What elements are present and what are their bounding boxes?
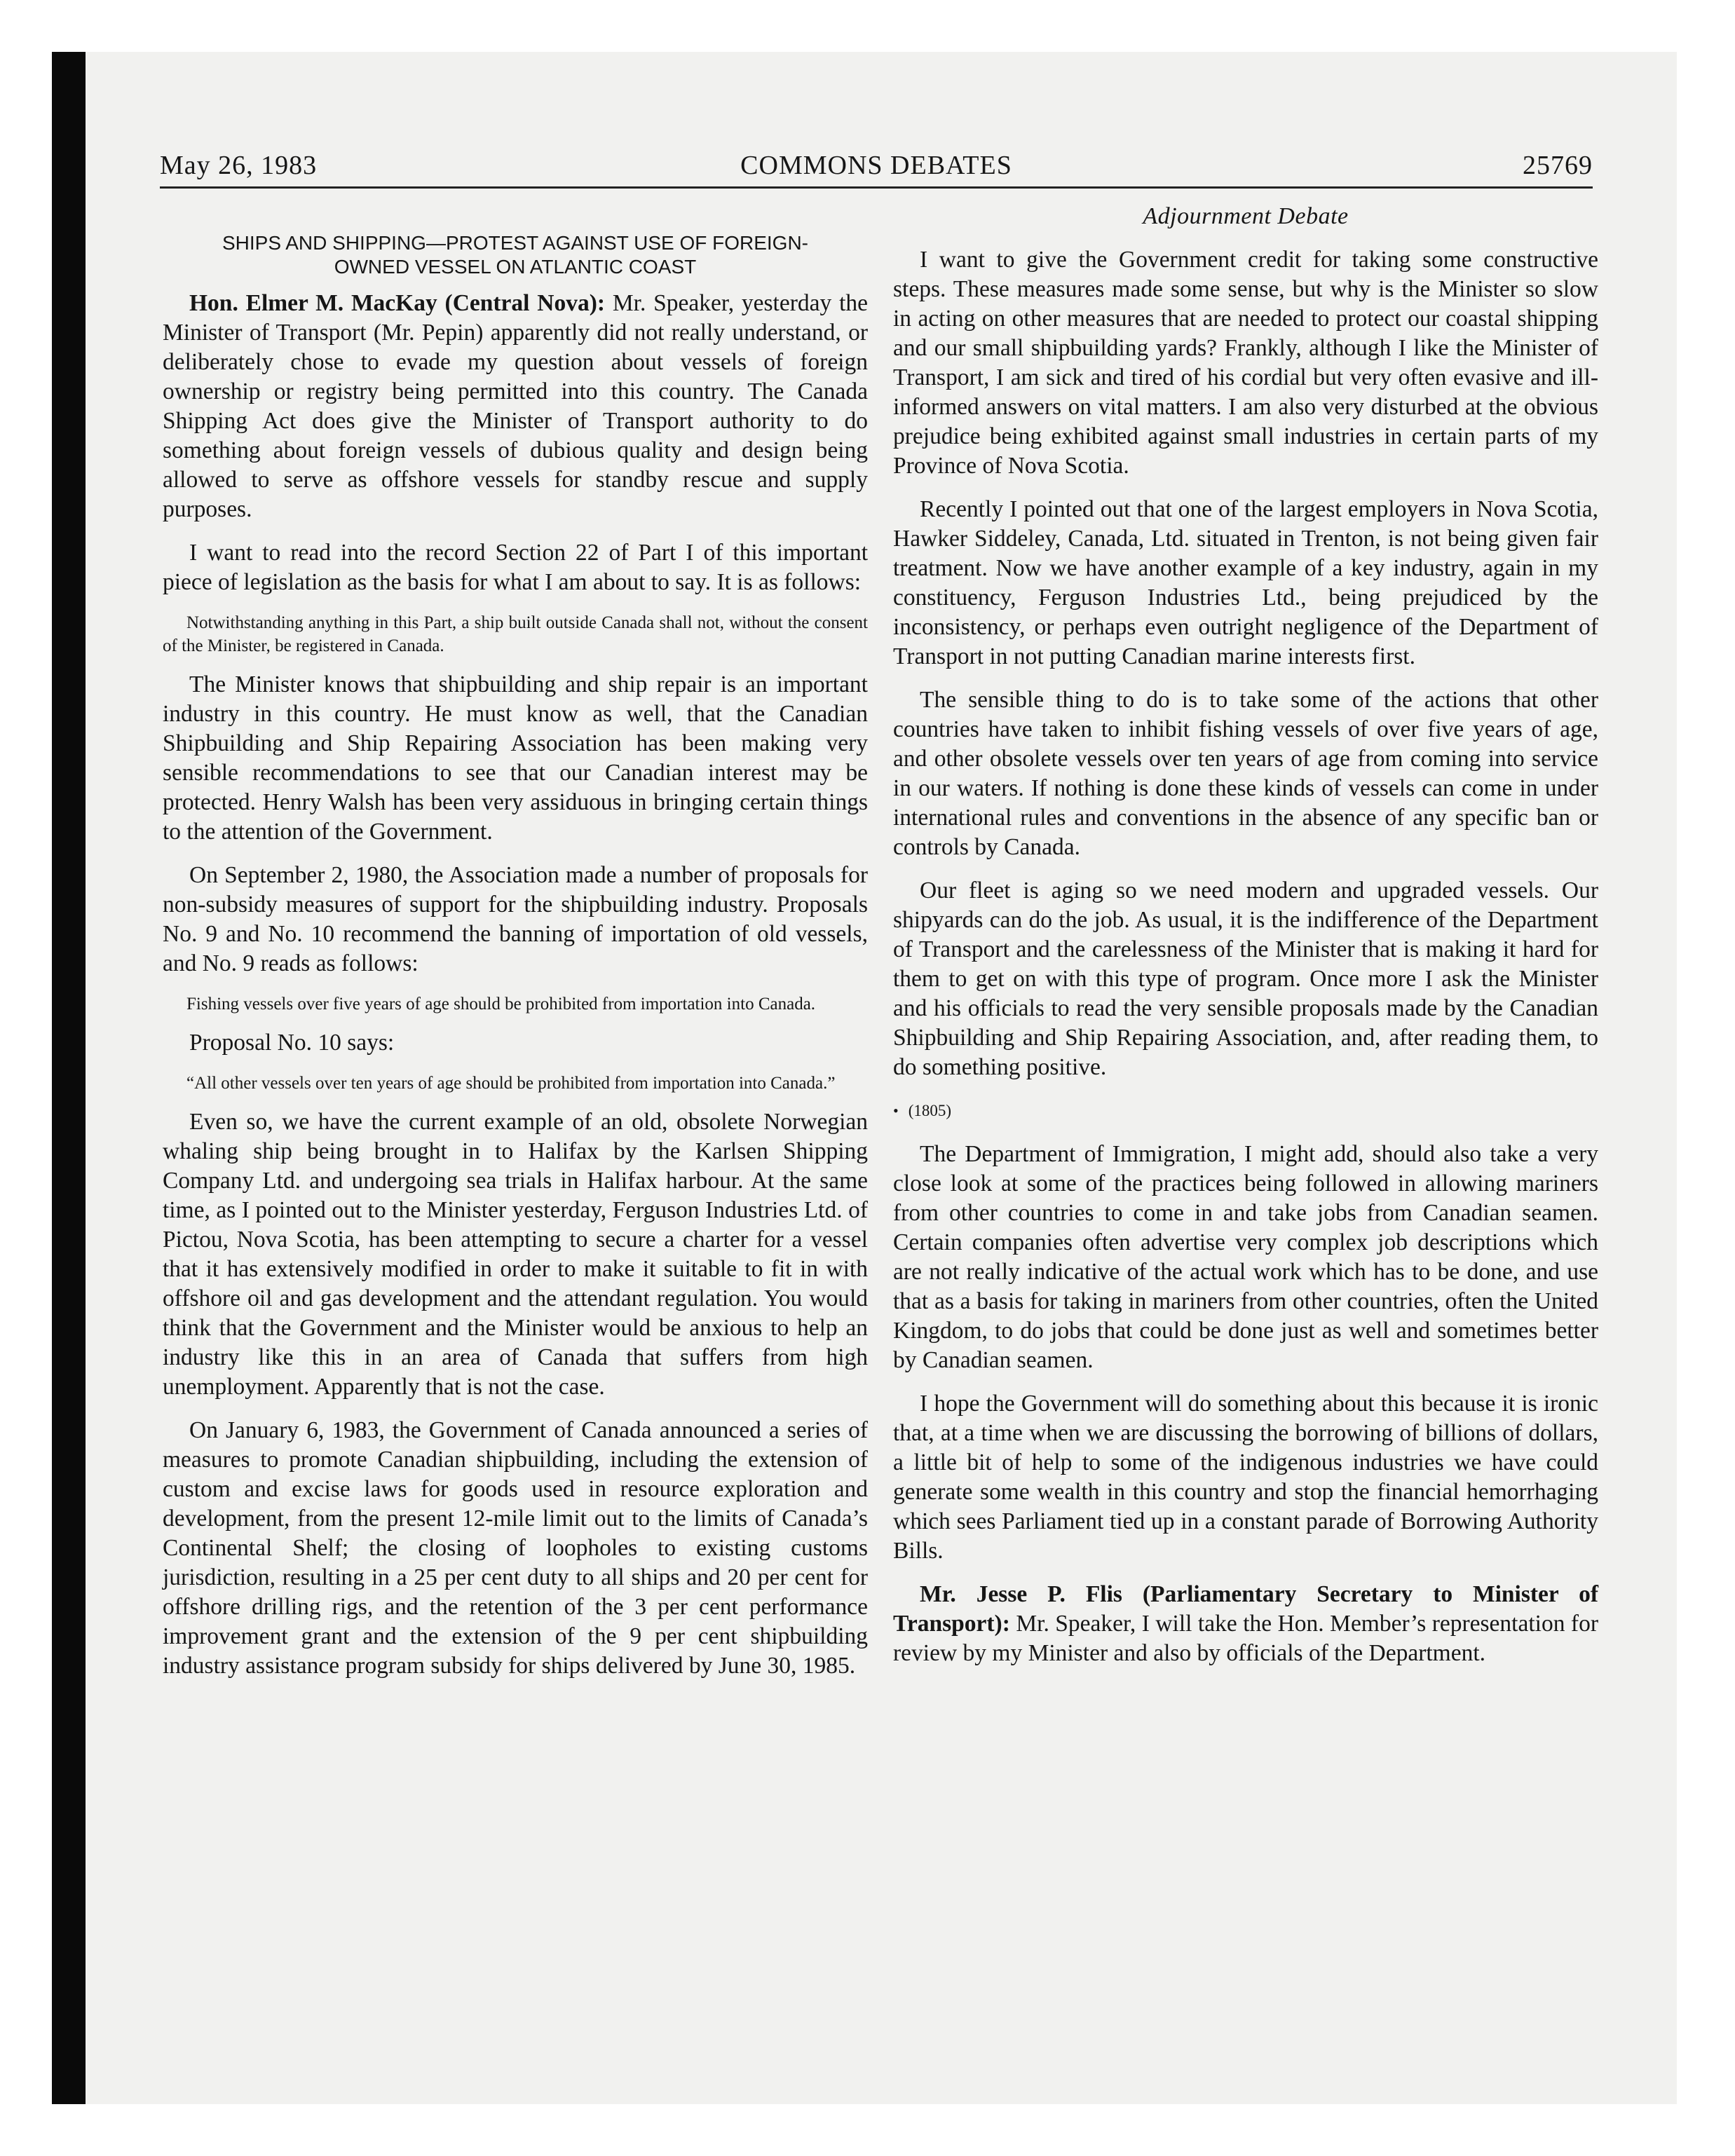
quotation: Fishing vessels over five years of age should be prohibited from importation into Canada.: [186, 995, 816, 1014]
timestamp: [893, 1096, 1598, 1126]
quotation: Notwithstanding anything in this Part, a ship built outside Canada shall not, without the consent of the Minister, be registered in Canada.: [163, 613, 868, 655]
quotation: “All other vessels over ten years of age should be prohibited from importation into Canada.”: [186, 1074, 836, 1093]
paragraph: Recently I pointed out that one of the largest employers in Nova Scotia, Hawker Siddeley, Canada, Ltd. situated in Trenton, is not being given fair treatment. Now we have another example of a key industry, again in my constituency, Ferguson Industries Ltd., being prejudiced by the inconsistency, or perhaps even outright negligence of the Department of Transport in not putting Canadian marine interests first.: [893, 496, 1598, 669]
page-header: [160, 150, 1593, 189]
paragraph: Even so, we have the current example of an old, obsolete Norwegian whaling ship being brought in to Halifax by the Karlsen Shipping Company Ltd. and undergoing sea trials in Halifax harbour. At the same time, as I pointed out to the Minister yesterday, Ferguson Industries Ltd. of Pictou, Nova Scotia, has been attempting to secure a charter for a vessel that it has extensively modified in order to make it suitable to fit in with offshore oil and gas development and the attendant regulation. You would think that the Government and the Minister would be anxious to help an industry like this in an area of Canada that suffers from high unemployment. Apparently that is not the case.: [163, 1109, 868, 1400]
section-heading: SHIPS AND SHIPPING—PROTEST AGAINST USE OF FOREIGN-OWNED VESSEL ON ATLANTIC COAST: [222, 232, 808, 278]
header-title: COMMONS DEBATES: [740, 151, 1012, 180]
header-page-number: 25769: [1523, 151, 1593, 180]
paragraph: Our fleet is aging so we need modern and upgraded vessels. Our shipyards can do the job. As usual, it is the indifference of the Department of Transport and the carelessness of the Minister that is making it hard for them to get on with this type of program. Once more I ask the Minister and his officials to read the very sensible proposals made by the Canadian Shipbuilding and Ship Repairing Association, and, after reading them, to do something positive.: [893, 878, 1598, 1080]
paragraph: [163, 289, 868, 524]
header-rule: [160, 186, 1593, 189]
running-header: Adjournment Debate: [1143, 203, 1349, 229]
paragraph: [893, 1580, 1598, 1668]
speaker-name: Mr. Jesse P. Flis (Parliamentary Secretary to Minister of Transport):: [893, 1581, 1598, 1637]
speaker-name: Hon. Elmer M. MacKay (Central Nova):: [189, 290, 606, 316]
paragraph: The Department of Immigration, I might add, should also take a very close look at some of the practices being followed in allowing mariners from other countries to come in and take jobs from Canadian seamen. Certain companies often advertise very complex job descriptions which are not really indicative of the actual work which has to be done, and use that as a basis for taking in mariners from other countries, often the United Kingdom, to do jobs that could be done just as well and sometimes better by Canadian seamen.: [893, 1141, 1598, 1373]
paragraph: On January 6, 1983, the Government of Canada announced a series of measures to promote Canadian shipbuilding, including the extension of custom and excise laws for goods used in resource exploration and development, from the present 12-mile limit out to the limits of Canada’s Continental Shelf; the closing of loopholes to existing customs jurisdiction, resulting in a 25 per cent duty to all ships and 20 per cent for offshore drilling rigs, and the retention of the 3 per cent performance improvement grant and the extension of the 9 per cent shipbuilding industry assistance program subsidy for ships delivered by June 30, 1985.: [163, 1417, 868, 1679]
paragraph: The sensible thing to do is to take some of the actions that other countries have taken to inhibit fishing vessels of over five years of age, and other obsolete vessels over ten years of age from coming into service in our waters. If nothing is done these kinds of vessels can come in under international rules and conventions in the absence of any specific ban or controls by Canada.: [893, 687, 1598, 860]
paragraph: On September 2, 1980, the Association made a number of proposals for non-subsidy measures of support for the shipbuilding industry. Proposals No. 9 and No. 10 recommend the banning of importation of old vessels, and No. 9 reads as follows:: [163, 862, 868, 976]
paragraph: Proposal No. 10 says:: [189, 1030, 395, 1056]
paragraph: I hope the Government will do something about this because it is ironic that, at a time when we are discussing the borrowing of billions of dollars, a little bit of help to some of the indigenous industries we have could generate some wealth in this country and stop the financial hemorrhaging which sees Parliament tied up in a constant parade of Borrowing Authority Bills.: [893, 1391, 1598, 1564]
left-column: [163, 231, 868, 1695]
binding-edge: [52, 52, 86, 2104]
paragraph: I want to read into the record Section 22 of Part I of this important piece of legislation as the basis for what I am about to say. It is as follows:: [163, 540, 868, 595]
paragraph: I want to give the Government credit for taking some constructive steps. These measures made some sense, but why is the Minister so slow in acting on other measures that are needed to protect our coastal shipping and our small shipbuilding yards? Frankly, although I like the Minister of Transport, I am sick and tired of his cordial but very often evasive and ill-informed answers on vital matters. I am also very disturbed at the obvious prejudice being exhibited against small industries in certain parts of my Province of Nova Scotia.: [893, 247, 1598, 479]
right-column: [893, 202, 1598, 1682]
header-date: May 26, 1983: [160, 151, 318, 180]
paragraph: The Minister knows that shipbuilding and ship repair is an important industry in this country. He must know as well, that the Canadian Shipbuilding and Ship Repairing Association has been making very sensible recommendations to see that our Canadian interest may be protected. Henry Walsh has been very assiduous in bringing certain things to the attention of the Government.: [163, 671, 868, 845]
timestamp-text: (1805): [908, 1102, 952, 1119]
bullet-icon: •: [893, 1102, 899, 1119]
paragraph-text: Mr. Speaker, I will take the Hon. Member’s representation for review by my Minister and also by officials of the Department.: [893, 1611, 1598, 1666]
paragraph-text: Mr. Speaker, yesterday the Minister of Transport (Mr. Pepin) apparently did not really understand, or deliberately chose to evade my question about vessels of foreign ownership or registry being permitted into this country. The Canada Shipping Act does give the Minister of Transport authority to do something about foreign vessels of dubious quality and design being allowed to serve as offshore vessels for standby rescue and supply purposes.: [163, 290, 868, 522]
